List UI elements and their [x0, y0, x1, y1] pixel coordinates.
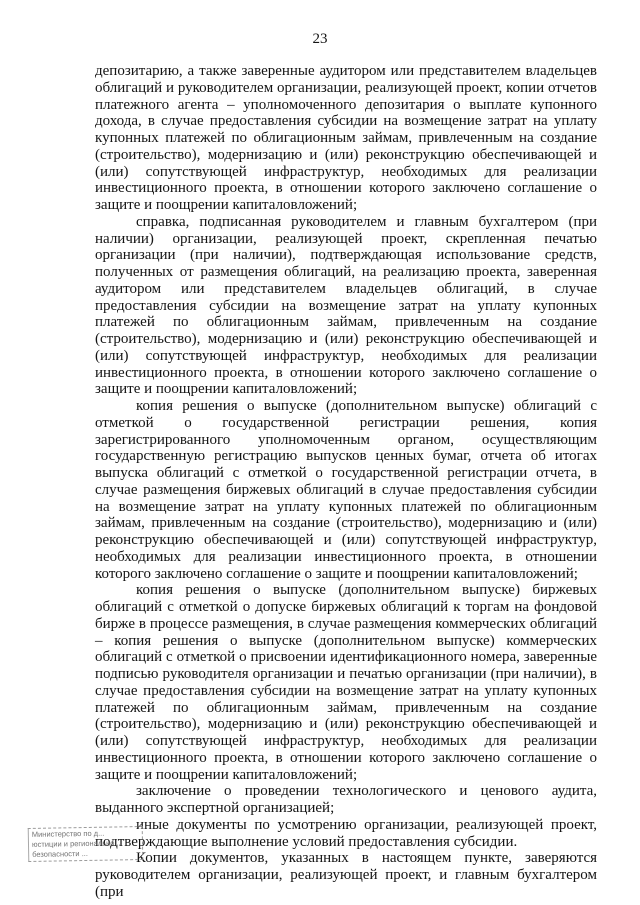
paragraph-copies-certification: Копии документов, указанных в настоящем пункте, заверяются руководителем организации, реализующей проект, и главным бухгалтером (при	[95, 850, 597, 900]
ministry-stamp	[28, 826, 144, 862]
stamp-line: безопасности ...	[32, 848, 88, 859]
paragraph-bond-issue-decision: копия решения о выпуске (дополнительном выпуске) облигаций с отметкой о государственной регистрации решения, копия зарегистрированного уполномоченным органом, осуществляющим государственную регистрацию выпусков ценных бумаг, отчета об итогах выпуска облигаций с отметкой о государственной регистрации отчета, в случае размещения биржевых облигаций в случае предоставления субсидии на возмещение затрат на уплату купонных платежей по облигационным займам, привлеченным на создание (строительство), модернизацию и (или) реконструкцию обеспечивающей и (или) сопутствующей инфраструктур, необходимых для реализации инвестиционного проекта, в отношении которого заключено соглашение о защите и поощрении капиталовложений;	[95, 398, 597, 582]
paragraph-other-documents: иные документы по усмотрению организации, реализующей проект, подтверждающие выполнение условий предоставления субсидии.	[95, 816, 597, 850]
document-body	[95, 63, 597, 901]
page-number: 23	[312, 31, 328, 47]
paragraph-continuation: депозитарию, а также заверенные аудитором или представителем владельцев облигаций и руководителем организации, реализующей проект, копии отчетов платежного агента – уполномоченного депозитария о выплате купонного дохода, в случае предоставления субсидии на возмещение затрат на уплату купонных платежей по облигационным займам, привлеченным на создание (строительство), модернизацию и (или) реконструкцию обеспечивающей и (или) сопутствующей инфраструктур, необходимых для реализации инвестиционного проекта, в отношении которого заключено соглашение о защите и поощрении капиталовложений;	[95, 63, 597, 213]
paragraph-exchange-bond-decision: копия решения о выпуске (дополнительном выпуске) биржевых облигаций с отметкой о допуске биржевых облигаций к торгам на фондовой бирже в процессе размещения, в случае размещения коммерческих облигаций – копия решения о выпуске (дополнительном выпуске) коммерческих облигаций с отметкой о присвоении идентификационного номера, заверенные подписью руководителя организации и печатью организации (при наличии), в случае предоставления субсидии на возмещение затрат на уплату купонных платежей по облигационным займам, привлеченным на создание (строительство), модернизацию и (или) реконструкцию обеспечивающей и (или) сопутствующей инфраструктур, необходимых для реализации инвестиционного проекта, в отношении которого заключено соглашение о защите и поощрении капиталовложений;	[95, 582, 597, 783]
paragraph-certificate: справка, подписанная руководителем и главным бухгалтером (при наличии) организации, реализующей проект, скрепленная печатью организации (при наличии), подтверждающая использование средств, полученных от размещения облигаций, на реализацию проекта, заверенная аудитором или представителем владельцев облигаций, в случае предоставления субсидии на возмещение затрат на уплату купонных платежей по облигационным займам, привлеченным на создание (строительство), модернизацию и (или) реконструкцию обеспечивающей и (или) сопутствующей инфраструктур, необходимых для реализации инвестиционного проекта, в отношении которого заключено соглашение о защите и поощрении капиталовложений;	[95, 213, 597, 398]
paragraph-audit-conclusion: заключение о проведении технологического и ценового аудита, выданного экспертной организацией;	[95, 783, 597, 816]
stamp-line: юстиции и регионально...	[31, 838, 121, 849]
stamp-line: Министерство по д...	[31, 828, 105, 839]
